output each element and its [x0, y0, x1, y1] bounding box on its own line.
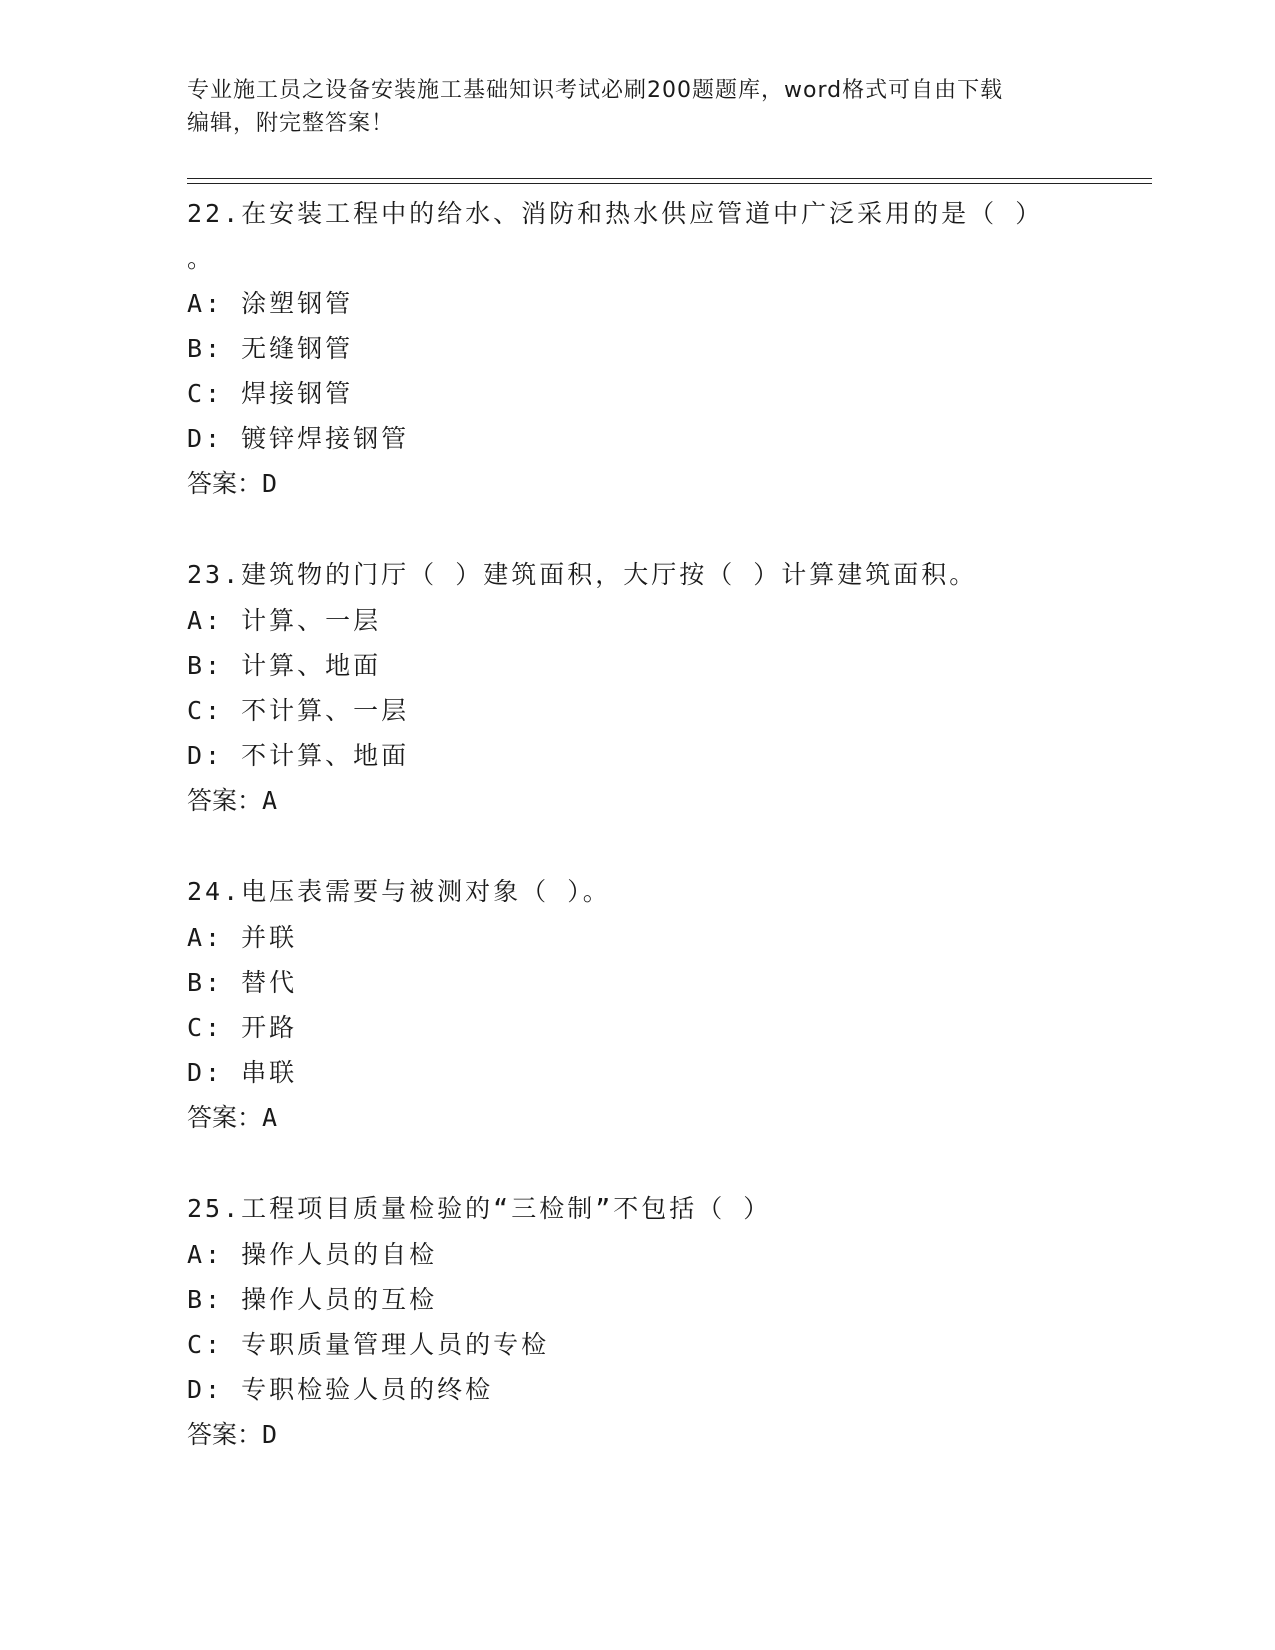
option-c: C: 开路	[187, 1013, 298, 1042]
header-title-line2: 编辑，附完整答案！	[187, 111, 395, 136]
header-divider-double	[187, 183, 1152, 184]
option-c: C: 不计算、一层	[187, 696, 410, 725]
answer-value: D	[262, 469, 278, 498]
answer	[187, 461, 1127, 507]
question-22	[187, 191, 1127, 507]
question-text: 25.工程项目质量检验的“三检制”不包括（ ）	[187, 1194, 772, 1223]
header-title-line1: 专业施工员之设备安装施工基础知识考试必刷200题题库，word格式可自由下载	[187, 78, 1004, 103]
answer-value: D	[262, 1420, 278, 1449]
question-text-continuation: 。	[187, 244, 213, 273]
question-25	[187, 1186, 1127, 1458]
option-d: D: 不计算、地面	[187, 741, 410, 770]
option-c: C: 焊接钢管	[187, 379, 354, 408]
answer-label: 答案：	[187, 1103, 263, 1132]
answer	[187, 1412, 1127, 1458]
question-24	[187, 869, 1127, 1141]
option-b: B: 计算、地面	[187, 651, 382, 680]
answer-value: A	[262, 786, 278, 815]
option-a: A: 操作人员的自检	[187, 1240, 438, 1269]
document-header	[187, 74, 1087, 140]
answer	[187, 1095, 1127, 1141]
option-d: D: 专职检验人员的终检	[187, 1375, 494, 1404]
answer-label: 答案：	[187, 469, 263, 498]
option-b: B: 操作人员的互检	[187, 1285, 438, 1314]
option-b: B: 替代	[187, 968, 298, 997]
option-d: D: 串联	[187, 1058, 298, 1087]
answer-label: 答案：	[187, 786, 263, 815]
answer-label: 答案：	[187, 1420, 263, 1449]
question-list	[187, 191, 1127, 1503]
option-a: A: 计算、一层	[187, 606, 382, 635]
question-text: 23.建筑物的门厅（ ）建筑面积，大厅按（ ）计算建筑面积。	[187, 560, 978, 589]
option-d: D: 镀锌焊接钢管	[187, 424, 410, 453]
question-text: 24.电压表需要与被测对象（ ）。	[187, 877, 611, 906]
option-a: A: 涂塑钢管	[187, 289, 354, 318]
question-23	[187, 552, 1127, 824]
answer-value: A	[262, 1103, 278, 1132]
header-divider	[187, 178, 1152, 179]
option-b: B: 无缝钢管	[187, 334, 354, 363]
answer	[187, 778, 1127, 824]
option-a: A: 并联	[187, 923, 298, 952]
option-c: C: 专职质量管理人员的专检	[187, 1330, 550, 1359]
question-text: 22.在安装工程中的给水、消防和热水供应管道中广泛采用的是（ ）	[187, 199, 1044, 228]
